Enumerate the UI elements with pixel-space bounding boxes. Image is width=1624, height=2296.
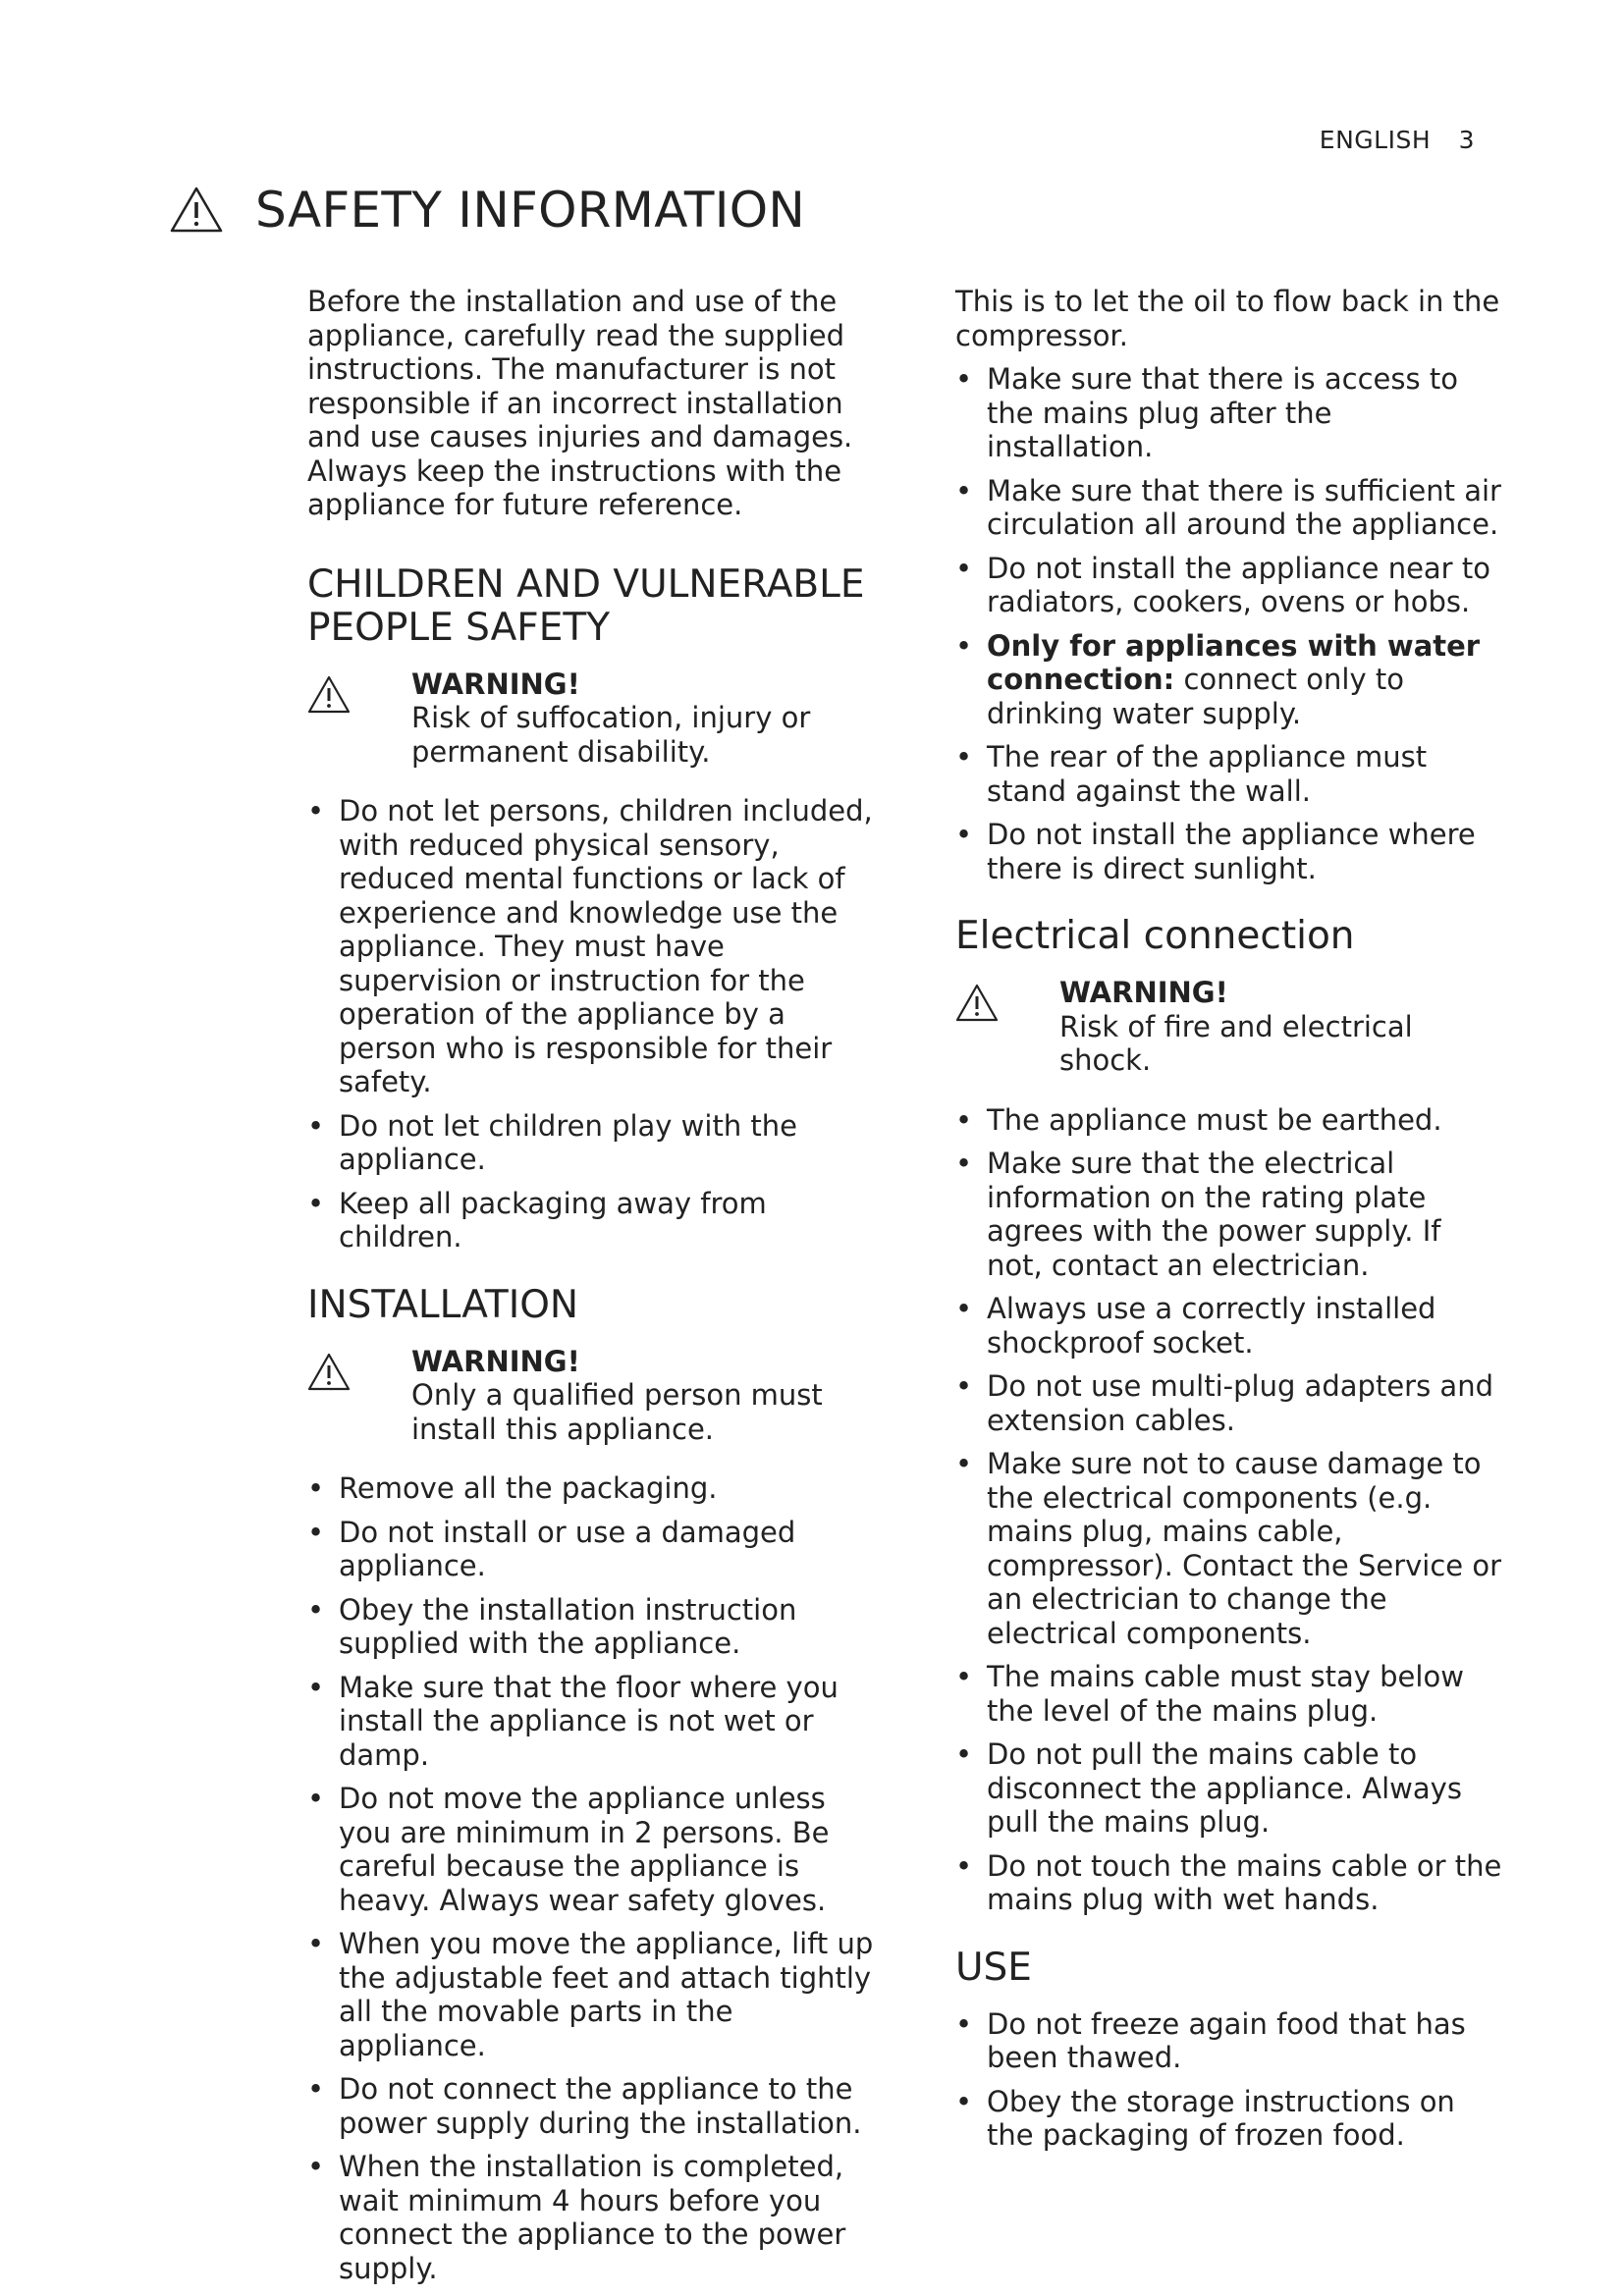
language-label: ENGLISH — [1319, 126, 1432, 154]
list-item: • Obey the storage instructions on the packaging of frozen food. — [955, 2085, 1505, 2153]
children-safety-heading: CHILDREN AND VULNERABLE PEOPLE SAFETY — [307, 561, 865, 650]
electrical-warning — [955, 976, 1505, 1078]
page-number: 3 — [1458, 126, 1475, 154]
electrical-connection-heading: Electrical connection — [955, 914, 1355, 958]
water-connection-text: connect only to drinking water supply. — [987, 663, 1404, 730]
list-item: • Do not use multi-plug adapters and extension cables. — [955, 1369, 1505, 1437]
children-safety-list — [307, 794, 877, 1255]
list-item: • Do not install the appliance near to radiators, cookers, ovens or hobs. — [955, 552, 1505, 619]
list-item: • Do not connect the appliance to the power supply during the installation. — [307, 2072, 877, 2140]
warning-icon — [955, 984, 999, 1023]
installation-list-continued — [955, 362, 1505, 885]
warning-title: WARNING! — [411, 667, 580, 701]
warning-icon — [307, 675, 351, 715]
continuation-text: This is to let the oil to flow back in the compressor. — [955, 285, 1500, 352]
list-item: • Obey the installation instruction supplied with the appliance. — [307, 1593, 877, 1661]
right-column — [955, 285, 1505, 2163]
list-item: • Do not install the appliance where there is direct sunlight. — [955, 818, 1505, 885]
installation-heading: INSTALLATION — [307, 1282, 579, 1327]
warning-text: Only a qualified person must install this appliance. — [411, 1378, 823, 1446]
use-heading: USE — [955, 1945, 1032, 1990]
list-item: • Make sure not to cause damage to the electrical components (e.g. mains plug, mains cable, compressor). Contact the Service or an electrician to change the electrical components. — [955, 1447, 1505, 1650]
children-warning — [307, 667, 877, 770]
warning-text: Risk of fire and electrical shock. — [1059, 1009, 1413, 1077]
list-item: • Do not pull the mains cable to disconnect the appliance. Always pull the mains plug. — [955, 1737, 1505, 1840]
list-item: • Make sure that the floor where you install the appliance is not wet or damp. — [307, 1671, 877, 1773]
list-item-water-connection — [955, 629, 1505, 731]
title-block — [169, 182, 805, 239]
page-title: SAFETY INFORMATION — [255, 182, 806, 239]
warning-triangle-icon — [169, 186, 224, 235]
list-item: • Do not touch the mains cable or the mains plug with wet hands. — [955, 1849, 1505, 1917]
list-item: • The appliance must be earthed. — [955, 1103, 1505, 1138]
list-item: • Do not freeze again food that has been thawed. — [955, 2007, 1505, 2075]
page-header — [1320, 126, 1475, 154]
warning-icon — [307, 1353, 351, 1392]
list-item: • Keep all packaging away from children. — [307, 1187, 877, 1255]
intro-paragraph: Before the installation and use of the appliance, carefully read the supplied instructions. The manufacturer is not responsible if an incorrect installation and use causes injuries and damages. Always keep the instructions with the appliance for future reference. — [307, 285, 853, 521]
installation-warning — [307, 1345, 877, 1447]
list-item: • When the installation is completed, wait minimum 4 hours before you connect the appliance to the power supply. — [307, 2150, 877, 2285]
warning-text: Risk of suffocation, injury or permanent disability. — [411, 701, 811, 769]
list-item: • Always use a correctly installed shockproof socket. — [955, 1292, 1505, 1360]
warning-title: WARNING! — [411, 1344, 580, 1378]
use-list — [955, 2007, 1505, 2153]
list-item: • Do not let children play with the appliance. — [307, 1109, 877, 1177]
left-column — [307, 285, 877, 2295]
list-item: • Do not install or use a damaged appliance. — [307, 1516, 877, 1583]
list-item: • The mains cable must stay below the level of the mains plug. — [955, 1660, 1505, 1728]
list-item: • Do not move the appliance unless you are minimum in 2 persons. Be careful because the appliance is heavy. Always wear safety gloves. — [307, 1782, 877, 1917]
warning-title: WARNING! — [1059, 976, 1228, 1009]
water-connection-label: Only for appliances with water connection: — [987, 628, 1481, 696]
installation-list — [307, 1471, 877, 2285]
list-item: • Make sure that there is access to the mains plug after the installation. — [955, 362, 1505, 464]
list-item: • Remove all the packaging. — [307, 1471, 877, 1506]
list-item: • When you move the appliance, lift up the adjustable feet and attach tightly all the movable parts in the appliance. — [307, 1927, 877, 2062]
list-item: • The rear of the appliance must stand against the wall. — [955, 740, 1505, 808]
list-item: • Do not let persons, children included, with reduced physical sensory, reduced mental functions or lack of experience and knowledge use the appliance. They must have supervision or instruction for the operation of the appliance by a person who is responsible for their safety. — [307, 794, 877, 1099]
list-item: • Make sure that the electrical information on the rating plate agrees with the power supply. If not, contact an electrician. — [955, 1147, 1505, 1282]
list-item: • Make sure that there is sufficient air circulation all around the appliance. — [955, 474, 1505, 542]
electrical-list — [955, 1103, 1505, 1917]
